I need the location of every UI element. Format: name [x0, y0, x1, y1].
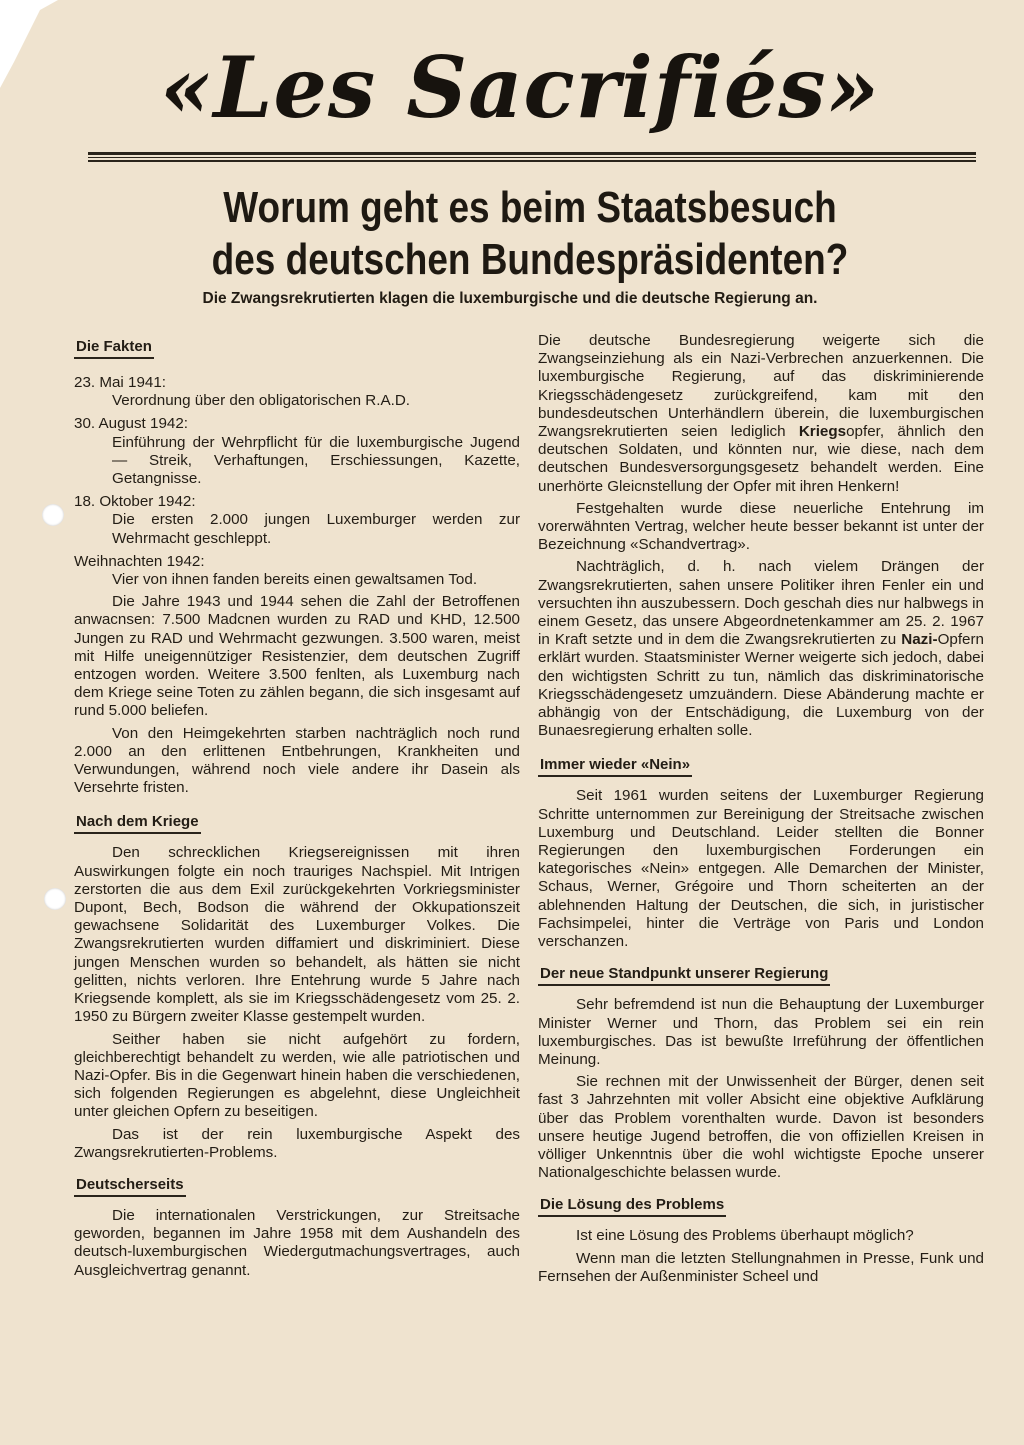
right-column	[538, 332, 984, 1286]
section-heading-facts: Die Fakten	[74, 338, 154, 359]
fact-date: Weihnachten 1942:	[74, 552, 205, 570]
text-run: opfer, ähnlich den deutschen Soldaten, und könnten nur, wie diese, nach dem deutschen Bundesversorgungsgesetz behandelt werden. Eine unerhörte Gleicnstellung der Opfer mit ihren Henkern!	[538, 423, 985, 495]
fact-text: Die ersten 2.000 jungen Luxemburger werden zur Wehrmacht geschleppt.	[112, 511, 520, 547]
masthead-title: «Les Sacrifiés»	[159, 38, 881, 137]
section-heading-always-no: Immer wieder «Nein»	[538, 756, 692, 777]
bold-text: Kriegs	[798, 423, 847, 441]
left-column	[74, 332, 520, 1280]
text-run: Die deutsche Bundesregierung weigerte sich die Zwangseinziehung als ein Nazi-Verbrechen anzuerkennen. Die luxemburgische Regierung, auf das diskriminierende Kriegsschädengesetz zurückgreifend, kam mit den bundesdeutschen Unterhändlern überein, die luxemburgischen Zwangsrekrutierten seien lediglich	[538, 332, 984, 441]
subheadline: Die Zwangsrekrutierten klagen die luxemburgische und die deutsche Regierung an.	[202, 290, 818, 307]
section-heading-german-side: Deutscherseits	[74, 1176, 186, 1197]
section-heading-after-war: Nach dem Kriege	[74, 813, 201, 834]
paragraph: Seither haben sie nicht aufgehört zu fordern, gleichberechtigt behandelt zu werden, wie alle patriotischen und Nazi-Opfer. Bis in die Gegenwart hinein haben die verschiedenen, sich folgenden Regierungen es abgelehnt, diese Ungleichheit unter gleichen Opfern zu beseitigen.	[74, 1030, 520, 1121]
paragraph: Festgehalten wurde diese neuerliche Entehrung im vorerwähnten Vertrag, welcher heute besser bekannt ist unter der Bezeichnung «Schandvertrag».	[538, 499, 984, 554]
text-run: Nachträglich, d. h. nach vielem Drängen der Zwangsrekrutierten, sahen unsere Politiker ihren Fenler ein und versuchten ihn auszubessern. Doch geschah dies nur halbwegs in einem Gesetz, das unsere Abgeordnetenkammer am 25. 2. 1967 in Kraft setzte und in dem die Zwangsrekrutierten zu	[538, 558, 984, 649]
bold-text: Nazi-	[901, 631, 938, 649]
fact-text: Vier von ihnen fanden bereits einen gewaltsamen Tod.	[112, 571, 478, 589]
paragraph: Die internationalen Verstrickungen, zur Streitsache geworden, begannen im Jahre 1958 mit dem Aushandeln des deutsch-luxemburgischen Wiedergutmachungsvertrages, auch Ausgleichvertrag genannt.	[74, 1206, 520, 1279]
fact-date: 18. Oktober 1942:	[74, 493, 196, 511]
text-run: Opfern erklärt wurden. Staatsminister Werner weigerte sich jedoch, dabei den wichtigsten Schritt zu tun, nämlich das diskriminatorische Kriegsschädengesetz umzuändern. Diese Abänderung machte er abhängig von der Entschädigung, die Luxemburg von der Bunaesregierung erhalten solle.	[538, 631, 984, 740]
punch-hole	[42, 504, 64, 526]
headline-line-2: des deutschen Bundespräsidenten?	[211, 235, 849, 284]
paragraph: Von den Heimgekehrten starben nachträglich noch rund 2.000 an den erlittenen Entbehrungen, Krankheiten und Verwundungen, während noch viele andere ihr Dasein als Versehrte fristen.	[74, 724, 520, 797]
paragraph	[538, 332, 984, 496]
headline	[152, 182, 908, 286]
paragraph: Ist eine Lösung des Problems überhaupt möglich?	[576, 1227, 914, 1245]
fact-date: 23. Mai 1941:	[74, 374, 167, 391]
paragraph: Die Jahre 1943 und 1944 sehen die Zahl der Betroffenen anwacnsen: 7.500 Madcnen wurden zu RAD und KHD, 12.500 Jungen zu RAD und Wehrmacht gezwungen. 3.500 waren, meist mit Hilfe uneigennütziger Resistenzier, dem deutschen Zugriff entzogen worden. Weitere 3.500 fenlten, als Luxemburg nach dem Kriege seine Toten zu zählen begann, die sich insgesamt auf rund 5.000 beliefen.	[74, 593, 520, 720]
paragraph: Das ist der rein luxemburgische Aspekt des Zwangsrekrutierten-Problems.	[74, 1125, 520, 1161]
paragraph: Sie rechnen mit der Unwissenheit der Bürger, denen seit fast 3 Jahrzehnten mit voller Absicht eine objektive Aufklärung über das Problem vorenthalten wurde. Davon ist besonders unsere heutige Jugend betroffen, die von offiziellen Kreisen in völliger Unkenntnis über die wohl wichtigste Epoche unserer Nationalgeschichte belassen wurde.	[538, 1073, 984, 1182]
headline-line-1: Worum geht es beim Staatsbesuch	[223, 183, 837, 232]
fact-text: Verordnung über den obligatorischen R.A.D.	[112, 392, 411, 410]
section-heading-new-standpoint: Der neue Standpunkt unserer Regierung	[538, 965, 830, 986]
masthead-rule	[88, 152, 976, 162]
fact-text: Einführung der Wehrpflicht für die luxemburgische Jugend — Streik, Verhaftungen, Erschiessungen, Kazette, Getangnisse.	[112, 433, 520, 488]
paragraph: Wenn man die letzten Stellungnahmen in Presse, Funk und Fernsehen der Außenminister Scheel und	[538, 1249, 984, 1285]
paragraph: Seit 1961 wurden seitens der Luxemburger Regierung Schritte unternommen zur Bereinigung der Streitsache zwischen Luxemburg und Deutschland. Leider stellten die Bonner Regierungen den luxemburgischen Forderungen ein kategorisches «Nein» entgegen. Alle Demarchen der Minister, Schaus, Werner, Grégoire und Thorn scheiterten an der ablehnenden Haltung der Deutschen, die sich, in juristischer Fachsimpelei, hinter die Verträge von Paris und London verschanzen.	[538, 787, 984, 951]
fact-date: 30. August 1942:	[74, 415, 189, 433]
paragraph: Sehr befremdend ist nun die Behauptung der Luxemburger Minister Werner und Thorn, das Problem sei ein rein luxemburgisches. Das ist bewußte Irreführung der öffentlichen Meinung.	[538, 996, 984, 1068]
paragraph	[538, 558, 984, 740]
punch-hole	[44, 888, 66, 910]
paragraph: Den schrecklichen Kriegsereignissen mit ihren Auswirkungen folgte ein noch trauriges Nachspiel. Mit Intrigen zerstorten die aus dem Exil zurückgekehrten Vorkriegsminister Dupont, Bech, Bodson die während der Okkupationszeit gewachsene Solidarität des Luxemburger Volkes. Die Zwangsrekrutierten wurden diffamiert und diskriminiert. Diese jungen Menschen wurden so behandelt, als hätten sie nicht gelitten, nichts verloren. Ihre Entehrung wurde 5 Jahre nach Kriegsende komplett, als sie im Kriegsschädengesetz vom 25. 2. 1950 zu Bürgern zweiter Klasse gestempelt wurden.	[74, 844, 520, 1026]
section-heading-solution: Die Lösung des Problems	[538, 1196, 726, 1217]
